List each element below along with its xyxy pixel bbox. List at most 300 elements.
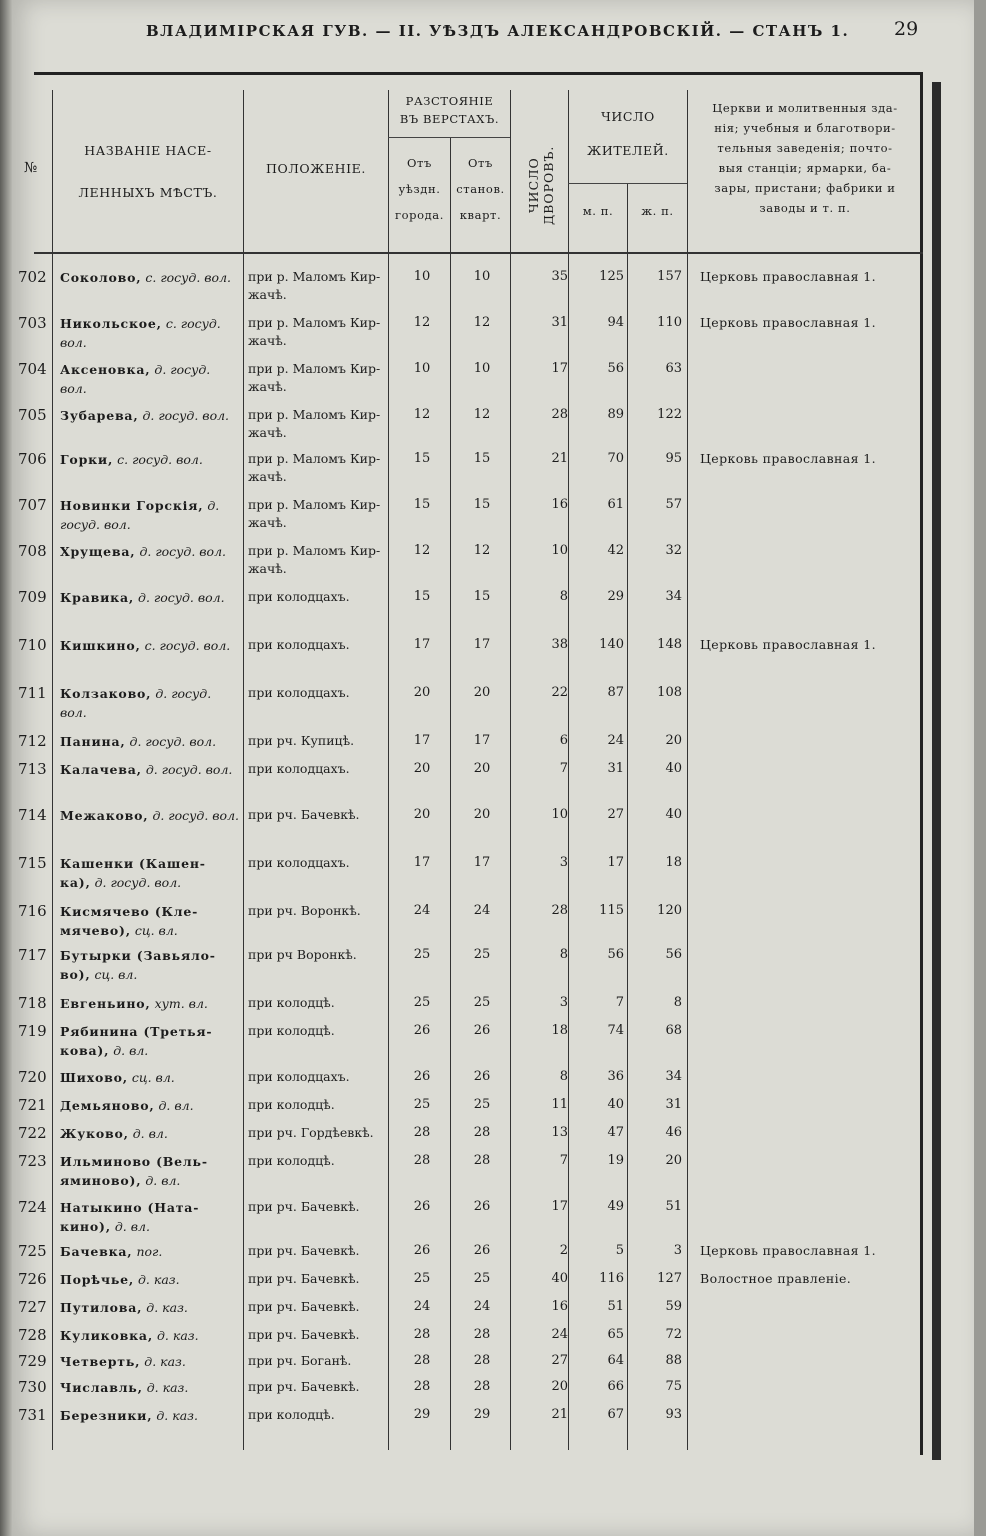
place-position: при рч. Бачевкѣ. [248,1379,360,1394]
header-residents [569,100,687,168]
col-rule-dist2 [510,90,511,1450]
row-number: 723 [18,1152,47,1170]
place-position: при колодцахъ. [248,1069,350,1084]
male-count: 51 [607,1299,624,1314]
yard-count: 28 [551,407,568,422]
header-name-line2: ЛЕННЫХЪ МѢСТЪ. [78,185,218,200]
distance-from-city: 24 [413,1299,431,1314]
yard-count: 3 [559,855,568,870]
yard-count: 8 [559,947,568,962]
male-count: 56 [607,947,624,962]
distance-from-camp: 10 [473,361,491,376]
place-position: при рч. Воронкѣ. [248,903,361,918]
female-count: 157 [657,269,682,284]
male-count: 89 [607,407,624,422]
place-name [60,684,240,722]
distance-from-camp: 28 [473,1379,491,1394]
place-name [60,806,240,825]
place-name-text: Шихово, [60,1070,128,1085]
female-count: 75 [665,1379,682,1394]
male-count: 65 [607,1327,624,1342]
place-name [60,760,240,779]
male-count: 36 [607,1069,624,1084]
yard-count: 31 [551,315,568,330]
place-name [60,1298,240,1317]
place-kind: с. госуд. вол. [117,452,203,467]
distance-from-city: 12 [413,315,431,330]
row-number: 703 [18,314,47,332]
place-name [60,1068,240,1087]
yard-count: 13 [551,1125,568,1140]
header-from-city-3: города. [394,208,445,222]
place-name [60,902,240,940]
distance-from-camp: 28 [473,1125,491,1140]
place-position: при рч. Бачевкѣ. [248,807,360,822]
yard-count: 17 [551,1199,568,1214]
female-count: 20 [665,1153,682,1168]
distance-from-city: 20 [413,761,431,776]
distance-from-city: 26 [413,1243,431,1258]
distance-from-city: 25 [413,1097,431,1112]
yard-count: 10 [551,807,568,822]
place-name [60,542,240,561]
place-name [60,1096,240,1115]
male-count: 116 [599,1271,624,1286]
place-kind: д. госуд. вол. [152,808,240,823]
church-note: Волостное правленіе. [700,1271,852,1286]
place-name [60,314,240,352]
distance-from-city: 28 [413,1327,431,1342]
place-position: при колодцахъ. [248,855,350,870]
place-name-text: Евгеньино, [60,996,151,1011]
church-note: Церковь православная 1. [700,269,877,284]
place-position: при рч. Бачевкѣ. [248,1199,360,1214]
place-position: при колодцѣ. [248,1023,335,1038]
header-residents-line1: ЧИСЛО [601,109,655,124]
table-frame-shadow [932,82,941,1460]
church-note: Церковь православная 1. [700,637,877,652]
row-number: 706 [18,450,47,468]
place-name [60,1406,240,1425]
row-number: 722 [18,1124,47,1142]
row-number: 725 [18,1242,47,1260]
distance-from-city: 25 [413,947,431,962]
header-from-city [389,150,450,228]
female-count: 40 [665,761,682,776]
distance-from-camp: 26 [473,1069,491,1084]
place-name [60,946,240,984]
place-kind: д. каз. [138,1272,180,1287]
yard-count: 11 [551,1097,568,1112]
distance-from-camp: 17 [473,733,491,748]
yard-count: 6 [559,733,568,748]
male-count: 19 [607,1153,624,1168]
yard-count: 10 [551,543,568,558]
place-name-text: Соколово, [60,270,142,285]
place-name [60,1152,240,1190]
male-count: 70 [607,451,624,466]
male-count: 24 [607,733,624,748]
place-kind: хут. вл. [154,996,208,1011]
female-count: 108 [657,685,682,700]
place-kind: д. госуд. вол. [138,590,225,605]
row-number: 716 [18,902,47,920]
place-position: при рч. Бачевкѣ. [248,1271,360,1286]
row-number: 704 [18,360,47,378]
yard-count: 3 [559,995,568,1010]
male-count: 94 [607,315,624,330]
row-number: 711 [18,684,47,702]
distance-from-city: 17 [413,637,431,652]
book-page [12,0,974,1536]
row-number: 718 [18,994,47,1012]
place-position: при колодцахъ. [248,637,350,652]
place-position: при колодцѣ. [248,1407,335,1422]
distance-from-city: 15 [413,589,431,604]
distance-from-city: 25 [413,1271,431,1286]
female-count: 127 [657,1271,682,1286]
place-name-text: Новинки Горскія, [60,498,204,513]
running-header: ВЛАДИМІРСКАЯ ГУВ. — II. УѢЗДЪ АЛЕКСАНДРОВСКІЙ. — СТАНЪ 1. [146,22,850,40]
place-kind: с. госуд. вол. [145,270,232,285]
place-kind: д. вл. [113,1043,149,1058]
yard-count: 21 [551,451,568,466]
place-name [60,360,240,398]
male-count: 115 [599,903,624,918]
subheader-rule-residents [568,183,687,184]
place-kind: с. госуд. вол. [60,316,221,350]
place-name [60,994,240,1013]
female-count: 93 [665,1407,682,1422]
place-kind: с. госуд. вол. [144,638,231,653]
distance-from-camp: 26 [473,1199,491,1214]
place-name [60,1352,240,1371]
place-kind: д. госуд. вол. [142,408,230,423]
yard-count: 40 [551,1271,568,1286]
distance-from-camp: 12 [473,315,491,330]
male-count: 67 [607,1407,624,1422]
place-name [60,1198,240,1236]
col-rule-name [243,90,244,1450]
place-name [60,1378,240,1397]
page-gutter-left [0,0,12,1536]
female-count: 46 [665,1125,682,1140]
row-number: 713 [18,760,47,778]
page-number: 29 [894,18,919,40]
place-name-text: Демьяново, [60,1098,155,1113]
yard-count: 16 [551,1299,568,1314]
distance-from-camp: 28 [473,1353,491,1368]
place-kind: д. госуд. вол. [60,498,220,532]
header-churches-3: тельныя заведенія; почто- [717,141,893,155]
distance-from-camp: 25 [473,1271,491,1286]
place-position: при р. Маломъ Кир- жачѣ. [248,315,381,348]
header-churches-6: заводы и т. п. [759,201,851,215]
male-count: 74 [607,1023,624,1038]
place-name-text: Бутырки (Завьяло- во), [60,948,216,982]
place-name-text: Рябинина (Третья- кова), [60,1024,213,1058]
distance-from-camp: 15 [473,497,491,512]
distance-from-camp: 24 [473,1299,491,1314]
row-number: 719 [18,1022,47,1040]
header-male: м. п. [582,204,614,218]
row-number: 712 [18,732,47,750]
yard-count: 2 [559,1243,568,1258]
distance-from-city: 17 [413,733,431,748]
place-kind: д. каз. [156,1328,199,1343]
distance-from-camp: 20 [473,761,491,776]
place-name-text: Четверть, [60,1354,141,1369]
col-rule-yards [568,90,569,1450]
male-count: 31 [607,761,624,776]
place-name [60,496,240,534]
place-position: при рч. Бачевкѣ. [248,1299,360,1314]
female-count: 110 [657,315,682,330]
female-count: 120 [657,903,682,918]
place-name [60,406,240,425]
col-rule-number [52,90,53,1450]
yard-count: 17 [551,361,568,376]
place-kind: д. каз. [144,1354,186,1369]
row-number: 728 [18,1326,47,1344]
female-count: 56 [665,947,682,962]
place-name [60,1022,240,1060]
female-count: 3 [673,1243,682,1258]
header-distance-line1: РАЗСТОЯНІЕ [405,94,494,108]
place-position: при р. Маломъ Кир- жачѣ. [248,543,381,576]
distance-from-city: 15 [413,451,431,466]
female-count: 148 [657,637,682,652]
distance-from-city: 28 [413,1153,431,1168]
place-name [60,268,240,287]
place-kind: д. госуд. вол. [129,734,217,749]
male-count: 140 [599,637,624,652]
row-number: 708 [18,542,47,560]
yard-count: 18 [551,1023,568,1038]
place-kind: сц. вл. [94,967,138,982]
distance-from-camp: 12 [473,407,491,422]
place-name-text: Числавль, [60,1380,143,1395]
place-kind: д. госуд. вол. [94,875,182,890]
place-kind: пог. [136,1244,163,1259]
place-name-text: Порѣчье, [60,1272,135,1287]
female-count: 18 [665,855,682,870]
place-position: при рч. Бачевкѣ. [248,1243,360,1258]
distance-from-camp: 17 [473,637,491,652]
male-count: 5 [615,1243,624,1258]
place-kind: д. госуд. вол. [60,686,212,720]
female-count: 32 [665,543,682,558]
place-name-text: Кравика, [60,590,135,605]
female-count: 95 [665,451,682,466]
place-name-text: Калачева, [60,762,142,777]
female-count: 59 [665,1299,682,1314]
female-count: 57 [665,497,682,512]
header-residents-line2: ЖИТЕЛЕЙ. [587,143,669,158]
male-count: 29 [607,589,624,604]
yard-count: 24 [551,1327,568,1342]
distance-from-city: 17 [413,855,431,870]
place-position: при рч. Гордѣевкѣ. [248,1125,374,1140]
female-count: 8 [673,995,682,1010]
distance-from-city: 15 [413,497,431,512]
row-number: 709 [18,588,47,606]
row-number: 710 [18,636,47,654]
church-note: Церковь православная 1. [700,315,877,330]
distance-from-city: 26 [413,1069,431,1084]
place-position: при рч. Купицѣ. [248,733,355,748]
female-count: 34 [665,1069,682,1084]
row-number: 707 [18,496,47,514]
row-number: 726 [18,1270,47,1288]
church-note: Церковь православная 1. [700,451,877,466]
place-kind: д. госуд. вол. [139,544,227,559]
place-position: при колодцахъ. [248,761,350,776]
male-count: 7 [615,995,624,1010]
yard-count: 38 [551,637,568,652]
place-name-text: Панина, [60,734,126,749]
place-name-text: Хрущева, [60,544,136,559]
female-count: 34 [665,589,682,604]
subheader-rule-distance [388,137,510,138]
distance-from-city: 25 [413,995,431,1010]
place-name-text: Кашенки (Кашен- ка), [60,856,206,890]
place-name [60,1270,240,1289]
distance-from-city: 26 [413,1199,431,1214]
header-distance-line2: ВЪ ВЕРСТАХЪ. [399,112,500,126]
place-position: при р. Маломъ Кир- жачѣ. [248,451,381,484]
distance-from-city: 10 [413,361,431,376]
header-from-city-2: уѣздн. [398,182,441,196]
female-count: 68 [665,1023,682,1038]
place-name-text: Ильминово (Вель- яминово), [60,1154,208,1188]
place-position: при рч. Боганѣ. [248,1353,352,1368]
distance-from-camp: 17 [473,855,491,870]
place-name [60,1326,240,1345]
distance-from-camp: 29 [473,1407,491,1422]
distance-from-city: 28 [413,1353,431,1368]
distance-from-city: 28 [413,1125,431,1140]
place-kind: д. вл. [145,1173,181,1188]
distance-from-city: 29 [413,1407,431,1422]
distance-from-camp: 28 [473,1327,491,1342]
distance-from-city: 24 [413,903,431,918]
male-count: 42 [607,543,624,558]
place-position: при рч Воронкѣ. [248,947,357,962]
yard-count: 35 [551,269,568,284]
header-position: ПОЛОЖЕНІЕ. [266,161,366,176]
male-count: 49 [607,1199,624,1214]
distance-from-city: 10 [413,269,431,284]
row-number: 729 [18,1352,47,1370]
distance-from-camp: 20 [473,685,491,700]
distance-from-camp: 15 [473,451,491,466]
row-number: 717 [18,946,47,964]
distance-from-camp: 12 [473,543,491,558]
row-number: 724 [18,1198,47,1216]
place-name [60,450,240,469]
header-name-line1: НАЗВАНІЕ НАСЕ- [84,143,212,158]
place-position: при колодцѣ. [248,1097,335,1112]
place-name-text: Жуково, [60,1126,129,1141]
distance-from-city: 28 [413,1379,431,1394]
place-position: при колодцѣ. [248,995,335,1010]
place-name-text: Березники, [60,1408,153,1423]
yard-count: 22 [551,685,568,700]
yard-count: 8 [559,1069,568,1084]
yard-count: 7 [559,1153,568,1168]
place-name-text: Куликовка, [60,1328,153,1343]
female-count: 40 [665,807,682,822]
distance-from-city: 20 [413,685,431,700]
male-count: 87 [607,685,624,700]
distance-from-camp: 24 [473,903,491,918]
church-note: Церковь православная 1. [700,1243,877,1258]
row-number: 705 [18,406,47,424]
place-position: при р. Маломъ Кир- жачѣ. [248,407,381,440]
place-name [60,732,240,751]
header-from-camp-1: Отъ [468,156,493,170]
header-rule [34,252,923,254]
distance-from-camp: 26 [473,1023,491,1038]
distance-from-camp: 20 [473,807,491,822]
row-number: 721 [18,1096,47,1114]
female-count: 122 [657,407,682,422]
place-name-text: Кисмячево (Кле- мячево), [60,904,199,938]
yard-count: 7 [559,761,568,776]
place-position: при рч. Бачевкѣ. [248,1327,360,1342]
header-from-camp-2: станов. [456,182,505,196]
header-female: ж. п. [641,204,674,218]
distance-from-camp: 25 [473,1097,491,1112]
yard-count: 21 [551,1407,568,1422]
place-kind: сц. вл. [134,923,178,938]
distance-from-camp: 10 [473,269,491,284]
place-kind: д. вл. [158,1098,194,1113]
place-name-text: Никольское, [60,316,162,331]
place-name [60,1242,240,1261]
header-churches [690,98,920,218]
col-rule-position [388,90,389,1450]
header-from-camp-3: кварт. [459,208,502,222]
male-count: 66 [607,1379,624,1394]
male-count: 61 [607,497,624,512]
place-position: при колодцѣ. [248,1153,335,1168]
place-name-text: Путилова, [60,1300,143,1315]
place-name-text: Горки, [60,452,114,467]
male-count: 64 [607,1353,624,1368]
female-count: 51 [665,1199,682,1214]
female-count: 20 [665,733,682,748]
place-kind: д. каз. [156,1408,198,1423]
header-churches-4: выя станціи; ярмарки, ба- [718,161,892,175]
place-kind: д. вл. [114,1219,150,1234]
row-number: 727 [18,1298,47,1316]
place-kind: д. вл. [132,1126,168,1141]
male-count: 40 [607,1097,624,1112]
male-count: 56 [607,361,624,376]
place-kind: д. госуд. вол. [145,762,233,777]
place-name [60,588,240,607]
place-name [60,636,240,655]
place-kind: д. каз. [146,1380,189,1395]
female-count: 31 [665,1097,682,1112]
female-count: 88 [665,1353,682,1368]
row-number: 715 [18,854,47,872]
place-name-text: Натыкино (Ната- кино), [60,1200,200,1234]
row-number: 720 [18,1068,47,1086]
place-name-text: Кишкино, [60,638,141,653]
